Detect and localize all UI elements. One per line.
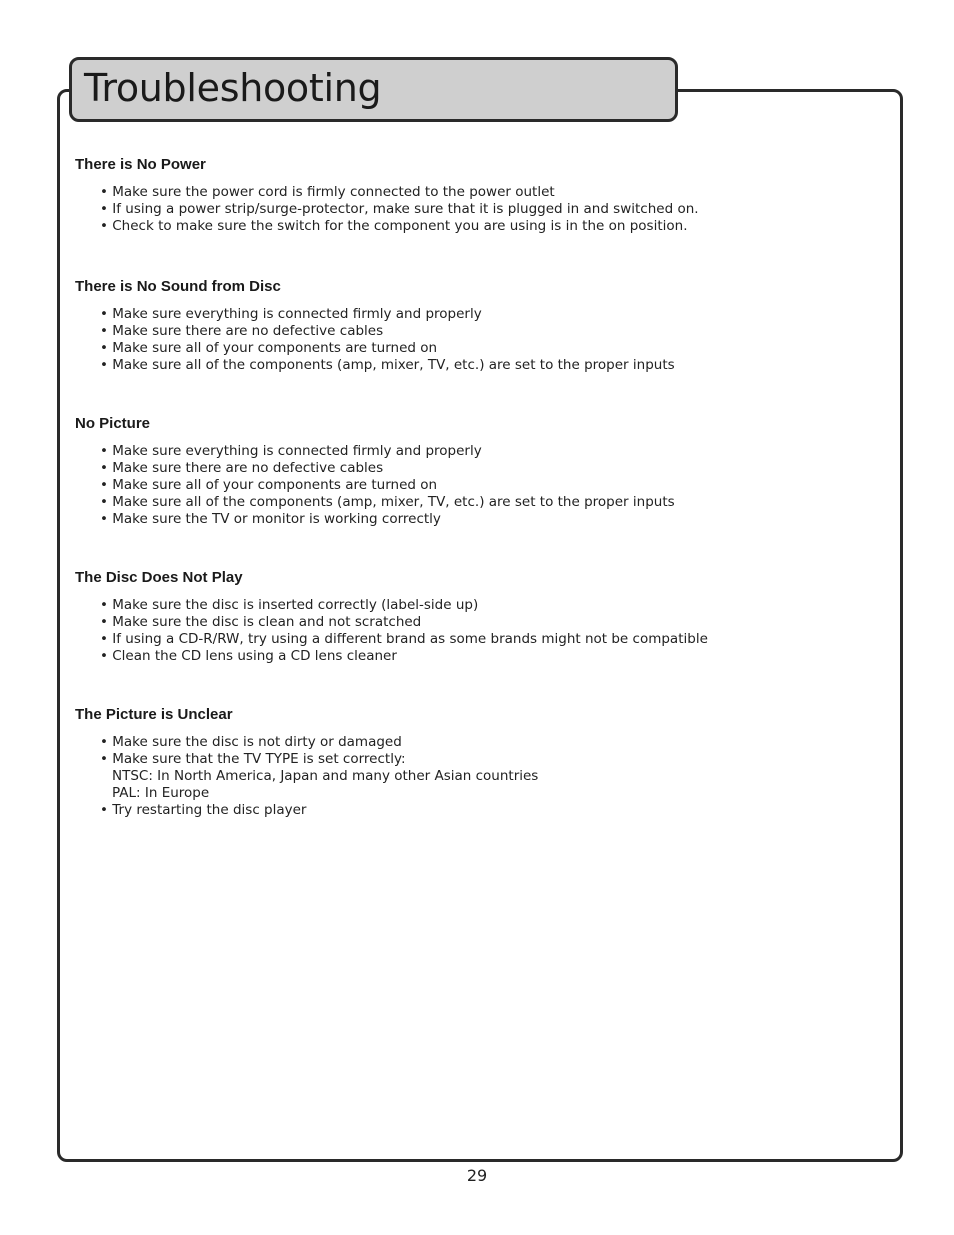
bullet-list (75, 306, 875, 374)
list-item: • Make sure the disc is inserted correctly (label-side up) (100, 597, 479, 613)
bullet-list (75, 443, 875, 528)
list-item: • Make sure the power cord is firmly connected to the power outlet (100, 184, 555, 200)
list-item: • Make sure there are no defective cables (100, 323, 384, 339)
bullet-list (75, 597, 875, 665)
section-no-picture (75, 409, 875, 528)
bullet-list (75, 734, 875, 819)
list-item: • Try restarting the disc player (100, 802, 307, 818)
list-item: • Make sure all of your components are turned on (100, 477, 438, 493)
list-item: • Make sure there are no defective cables (100, 460, 384, 476)
section-heading: The Picture is Unclear (75, 706, 233, 723)
list-item-note (100, 785, 875, 802)
title-tab (69, 57, 678, 122)
list-item: • Make sure the TV or monitor is working correctly (100, 511, 441, 527)
tv-type-pal: PAL: In Europe (112, 785, 210, 801)
list-item: • Make sure the disc is clean and not scratched (100, 614, 422, 630)
list-item: • Make sure everything is connected firmly and properly (100, 443, 482, 459)
section-heading: There is No Power (75, 156, 206, 173)
section-heading: The Disc Does Not Play (75, 569, 243, 586)
section-no-power (75, 150, 875, 235)
list-item: • Make sure all of the components (amp, mixer, TV, etc.) are set to the proper inputs (100, 357, 675, 373)
list-item: • If using a CD-R/RW, try using a different brand as some brands might not be compatible (100, 631, 708, 647)
list-item: • Make sure that the TV TYPE is set correctly: (100, 751, 406, 767)
page-title: Troubleshooting (84, 66, 382, 110)
list-item: • Make sure the disc is not dirty or damaged (100, 734, 402, 750)
list-item: • Make sure all of your components are turned on (100, 340, 438, 356)
list-item: • Make sure everything is connected firmly and properly (100, 306, 482, 322)
list-item: • Check to make sure the switch for the component you are using is in the on position. (100, 218, 688, 234)
list-item: • If using a power strip/surge-protector, make sure that it is plugged in and switched on. (100, 201, 699, 217)
page-number: 29 (466, 1166, 488, 1185)
bullet-list (75, 184, 875, 235)
troubleshooting-content (75, 150, 875, 819)
list-item: • Make sure all of the components (amp, mixer, TV, etc.) are set to the proper inputs (100, 494, 675, 510)
tv-type-ntsc: NTSC: In North America, Japan and many other Asian countries (112, 768, 539, 784)
section-disc-does-not-play (75, 563, 875, 665)
section-heading: No Picture (75, 415, 151, 432)
list-item: • Clean the CD lens using a CD lens cleaner (100, 648, 397, 664)
section-no-sound (75, 272, 875, 374)
section-heading: There is No Sound from Disc (75, 278, 281, 295)
list-item-note (100, 768, 875, 785)
section-picture-unclear (75, 700, 875, 819)
